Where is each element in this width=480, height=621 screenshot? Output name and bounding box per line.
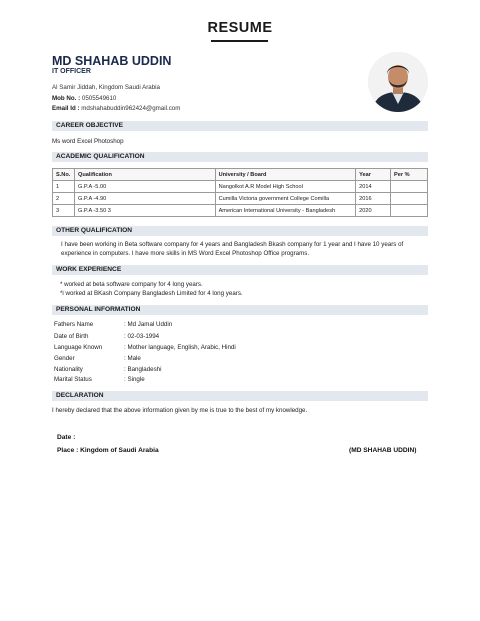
personal-value: : Bangladeshi	[124, 366, 162, 373]
table-header-row	[53, 169, 428, 181]
personal-label: Gender	[54, 355, 75, 362]
date-label: Date :	[57, 434, 76, 441]
work-item: *i worked at BKash Company Bangladesh Limited for 4 long years.	[60, 290, 243, 297]
other-qualification-heading: OTHER QUALIFICATION	[52, 226, 428, 236]
declaration-text: I hereby declared that the above information given by me is true to the best of my knowledge.	[52, 407, 308, 414]
table-cell	[391, 193, 428, 205]
table-cell: G.P.A -3.50 3	[74, 205, 215, 217]
personal-value: : Single	[124, 376, 145, 383]
email-label: Email Id :	[52, 105, 80, 112]
column-header: Qualification	[74, 169, 215, 181]
personal-label: Fathers Name	[54, 321, 94, 328]
career-objective-heading: CAREER OBJECTIVE	[52, 121, 428, 131]
email-line	[52, 105, 180, 112]
address: Al Samir Jiddah, Kingdom Saudi Arabia	[52, 84, 160, 91]
work-experience-heading: WORK EXPERIENCE	[52, 265, 428, 275]
table-cell	[391, 205, 428, 217]
personal-value: : 02-03-1994	[124, 333, 160, 340]
place-label: Place : Kingdom of Saudi Arabia	[57, 447, 159, 454]
mobile-label: Mob No. :	[52, 95, 81, 102]
person-portrait-icon	[368, 52, 428, 112]
profile-photo	[368, 52, 428, 112]
personal-label: Nationality	[54, 366, 83, 373]
personal-label: Date of Birth	[54, 333, 89, 340]
column-header: S.No.	[53, 169, 75, 181]
table-cell: 2014	[356, 181, 391, 193]
table-cell: 3	[53, 205, 75, 217]
email-value: mdshahabuddin962424@gmail.com	[81, 105, 181, 112]
personal-info-heading: PERSONAL INFORMATION	[52, 305, 428, 315]
table-row	[53, 193, 428, 205]
personal-row	[54, 333, 159, 340]
table-cell: 2	[53, 193, 75, 205]
mobile-line	[52, 95, 116, 102]
table-cell: G.P.A -5.00	[74, 181, 215, 193]
table-cell: 2020	[356, 205, 391, 217]
personal-row	[54, 376, 145, 383]
career-objective-text: Ms word Excel Photoshop	[52, 138, 124, 145]
table-cell: Nangolkot A.R Model High School	[215, 181, 356, 193]
personal-row	[54, 355, 141, 362]
work-item: * worked at beta software company for 4 long years.	[60, 281, 203, 288]
personal-row	[54, 344, 236, 351]
personal-row	[54, 366, 162, 373]
personal-value: : Md Jamal Uddin	[124, 321, 173, 328]
column-header: University / Board	[215, 169, 356, 181]
table-cell: 2016	[356, 193, 391, 205]
table-cell: G.P.A -4.90	[74, 193, 215, 205]
personal-label: Language Known	[54, 344, 103, 351]
column-header: Year	[356, 169, 391, 181]
table-cell: American International University - Bangladesh	[215, 205, 356, 217]
personal-row	[54, 321, 172, 328]
table-cell	[391, 181, 428, 193]
signature-name: (MD SHAHAB UDDIN)	[349, 447, 417, 454]
mobile-value: 0505549610	[81, 95, 117, 102]
table-cell: Cumilla Victoria government College Comilla	[215, 193, 356, 205]
personal-label: Marital Status	[54, 376, 92, 383]
page-title: RESUME	[207, 20, 273, 36]
job-title: IT OFFICER	[52, 68, 91, 75]
personal-value: : Mother language, English, Arabic, Hindi	[124, 344, 236, 351]
declaration-heading: DECLARATION	[52, 391, 428, 401]
personal-value: : Male	[124, 355, 141, 362]
column-header: Per %	[391, 169, 428, 181]
academic-heading: ACADEMIC QUALIFICATION	[52, 152, 428, 162]
candidate-name: MD SHAHAB UDDIN	[52, 54, 172, 68]
other-qualification-text: I have been working in Beta software company for 4 years and Bangladesh Bkash company for 1 year and I have 10 years of experience in computers. I have more skills in MS Word Excel Photoshop Office programs.	[61, 241, 404, 257]
table-row	[53, 205, 428, 217]
table-row	[53, 181, 428, 193]
academic-table	[52, 168, 428, 217]
title-underline	[211, 40, 268, 42]
table-cell: 1	[53, 181, 75, 193]
